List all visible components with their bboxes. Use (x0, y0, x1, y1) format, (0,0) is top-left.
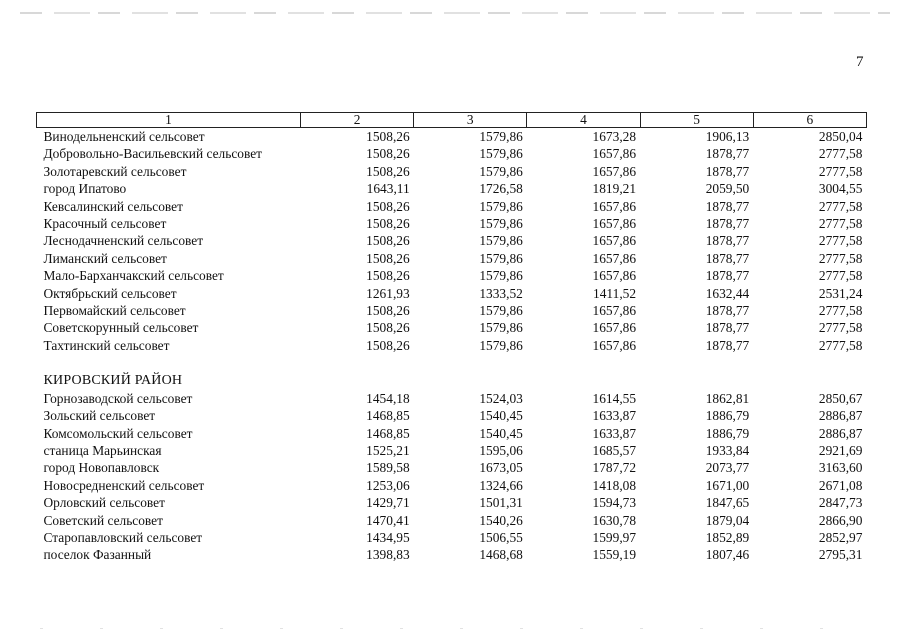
rate-value-col-3: 1324,66 (479, 477, 523, 493)
rate-value-col-5: 1878,77 (705, 233, 750, 249)
rate-value-col-2: 1508,26 (366, 129, 410, 144)
rate-value-col-2: 1508,26 (366, 320, 410, 336)
rate-value-col-2: 1508,26 (366, 216, 410, 232)
rate-value-col-6: 2671,08 (818, 477, 863, 493)
locality-name: Кевсалинский сельсовет (43, 198, 183, 214)
rate-value-col-5: 1878,77 (705, 163, 750, 179)
locality-name: Новосредненский сельсовет (43, 477, 205, 493)
rate-value-col-6: 2921,69 (818, 442, 863, 458)
rate-value-col-4: 1630,78 (592, 512, 637, 528)
rate-value-col-3: 1595,06 (479, 442, 523, 458)
rate-value-col-2: 1525,21 (366, 442, 410, 458)
header-col-4: 4 (527, 113, 640, 128)
rate-value-col-5: 1807,46 (705, 547, 750, 563)
rate-value-col-4: 1594,73 (592, 495, 637, 511)
page-number: 7 (856, 54, 864, 70)
header-col-1: 1 (37, 113, 301, 128)
rate-value-col-2: 1508,26 (366, 250, 410, 266)
rate-value-col-6: 2866,90 (818, 512, 863, 528)
table-row (37, 302, 867, 319)
rate-value-col-2: 1508,26 (366, 337, 410, 353)
district-title: КИРОВСКИЙ РАЙОН (43, 373, 183, 389)
district-heading-row (37, 372, 867, 389)
table-row (37, 425, 867, 442)
locality-name: Мало-Барханчакский сельсовет (43, 268, 224, 284)
rate-value-col-4: 1633,87 (592, 425, 637, 441)
rate-value-col-3: 1579,86 (479, 163, 523, 179)
rate-value-col-3: 1468,68 (479, 547, 523, 563)
rate-value-col-2: 1434,95 (366, 529, 410, 545)
rate-value-col-4: 1418,08 (592, 477, 637, 493)
rate-value-col-2: 1643,11 (366, 181, 410, 197)
table-row (37, 232, 867, 249)
rate-value-col-3: 1579,86 (479, 146, 523, 162)
header-col-2: 2 (301, 113, 414, 128)
rate-value-col-5: 1847,65 (705, 495, 750, 511)
locality-name: Леснодачненский сельсовет (43, 233, 204, 249)
rate-value-col-3: 1579,86 (479, 233, 523, 249)
rate-value-col-5: 1879,04 (705, 512, 750, 528)
rate-value-col-3: 1726,58 (479, 181, 523, 197)
table-row (37, 337, 867, 354)
rate-value-col-5: 1878,77 (705, 320, 750, 336)
table-row (37, 163, 867, 180)
locality-name: Лиманский сельсовет (43, 250, 167, 266)
rate-value-col-2: 1508,26 (366, 268, 410, 284)
rate-value-col-3: 1524,03 (479, 390, 523, 406)
rate-value-col-4: 1657,86 (592, 146, 637, 162)
rate-value-col-5: 1906,13 (705, 129, 750, 144)
locality-name: Красочный сельсовет (43, 216, 167, 232)
rate-value-col-6: 2850,04 (818, 129, 863, 144)
rate-value-col-2: 1253,06 (366, 477, 410, 493)
rate-value-col-3: 1540,45 (479, 408, 523, 424)
rate-value-col-5: 1878,77 (705, 337, 750, 353)
rate-value-col-4: 1559,19 (592, 547, 637, 563)
rate-value-col-6: 2886,87 (818, 408, 863, 424)
table-row (37, 494, 867, 511)
rate-value-col-4: 1614,55 (592, 390, 637, 406)
locality-name: станица Марьинская (43, 442, 162, 458)
table-row (37, 512, 867, 529)
rate-value-col-6: 2531,24 (818, 285, 863, 301)
rate-value-col-3: 1579,86 (479, 129, 523, 144)
table-header (37, 113, 867, 128)
rate-value-col-6: 2777,58 (818, 268, 863, 284)
rate-value-col-4: 1673,28 (592, 129, 637, 144)
rate-value-col-4: 1411,52 (593, 285, 637, 301)
table-row (37, 215, 867, 232)
locality-name: Зольский сельсовет (43, 408, 156, 424)
rates-table (36, 112, 867, 564)
rate-value-col-6: 3163,60 (818, 460, 863, 476)
rate-value-col-4: 1599,97 (592, 529, 637, 545)
header-col-6: 6 (753, 113, 866, 128)
rate-value-col-3: 1579,86 (479, 337, 523, 353)
rate-value-col-2: 1261,93 (366, 285, 410, 301)
locality-name: Орловский сельсовет (43, 495, 165, 511)
rate-value-col-4: 1657,86 (592, 216, 637, 232)
locality-name: поселок Фазанный (43, 547, 152, 563)
spacer-row (37, 354, 867, 372)
rate-value-col-3: 1673,05 (479, 460, 523, 476)
rate-value-col-2: 1398,83 (366, 547, 410, 563)
table-row (37, 285, 867, 302)
rate-value-col-6: 2777,58 (818, 198, 863, 214)
rate-value-col-3: 1540,45 (479, 425, 523, 441)
rate-value-col-4: 1657,86 (592, 268, 637, 284)
rate-value-col-3: 1506,55 (479, 529, 523, 545)
rate-value-col-3: 1579,86 (479, 303, 523, 319)
rate-value-col-5: 1886,79 (705, 425, 750, 441)
scan-artifact-line (20, 12, 890, 14)
locality-name: Старопавловский сельсовет (43, 529, 203, 545)
table-row (37, 407, 867, 424)
table-row (37, 250, 867, 267)
rate-value-col-5: 1632,44 (705, 285, 750, 301)
rate-value-col-4: 1657,86 (592, 303, 637, 319)
rate-value-col-2: 1468,85 (366, 425, 410, 441)
locality-name: Винодельненский сельсовет (43, 129, 205, 144)
rate-value-col-5: 2073,77 (705, 460, 750, 476)
table-row (37, 267, 867, 284)
table-row (37, 180, 867, 197)
rate-value-col-2: 1589,58 (366, 460, 410, 476)
rate-value-col-6: 2850,67 (818, 390, 863, 406)
table-row (37, 128, 867, 146)
rate-value-col-5: 1878,77 (705, 198, 750, 214)
rate-value-col-2: 1508,26 (366, 163, 410, 179)
rate-value-col-3: 1333,52 (479, 285, 523, 301)
table-row (37, 477, 867, 494)
scan-artifact-bottom (40, 628, 870, 629)
rate-value-col-5: 1878,77 (705, 216, 750, 232)
table-row (37, 442, 867, 459)
rate-value-col-5: 1852,89 (705, 529, 750, 545)
table-row (37, 390, 867, 407)
table-row (37, 319, 867, 336)
rate-value-col-2: 1454,18 (366, 390, 410, 406)
rate-value-col-4: 1657,86 (592, 198, 637, 214)
rate-value-col-5: 1878,77 (705, 250, 750, 266)
header-col-5: 5 (640, 113, 753, 128)
rate-value-col-2: 1468,85 (366, 408, 410, 424)
rate-value-col-6: 2777,58 (818, 163, 863, 179)
header-col-3: 3 (414, 113, 527, 128)
rate-value-col-6: 3004,55 (818, 181, 863, 197)
rate-value-col-4: 1657,86 (592, 337, 637, 353)
rate-value-col-4: 1787,72 (592, 460, 637, 476)
rate-value-col-2: 1470,41 (366, 512, 410, 528)
header-row (37, 113, 867, 128)
locality-name: Комсомольский сельсовет (43, 425, 193, 441)
rate-value-col-3: 1501,31 (479, 495, 523, 511)
rate-value-col-3: 1579,86 (479, 198, 523, 214)
rate-value-col-2: 1508,26 (366, 233, 410, 249)
rate-value-col-5: 2059,50 (705, 181, 750, 197)
rate-value-col-6: 2777,58 (818, 320, 863, 336)
rate-value-col-5: 1886,79 (705, 408, 750, 424)
locality-name: Октябрьский сельсовет (43, 285, 177, 301)
locality-name: Горнозаводской сельсовет (43, 390, 193, 406)
rate-value-col-6: 2777,58 (818, 233, 863, 249)
rate-value-col-6: 2777,58 (818, 216, 863, 232)
rate-value-col-3: 1579,86 (479, 268, 523, 284)
rate-value-col-6: 2795,31 (818, 547, 863, 563)
rate-value-col-5: 1878,77 (705, 303, 750, 319)
rate-value-col-3: 1579,86 (479, 216, 523, 232)
rate-value-col-6: 2777,58 (818, 250, 863, 266)
rate-value-col-5: 1933,84 (705, 442, 750, 458)
rate-value-col-6: 2852,97 (818, 529, 863, 545)
locality-name: Советский сельсовет (43, 512, 163, 528)
locality-name: Золотаревский сельсовет (43, 163, 187, 179)
rate-value-col-4: 1657,86 (592, 163, 637, 179)
rate-value-col-6: 2777,58 (818, 303, 863, 319)
rate-value-col-4: 1657,86 (592, 320, 637, 336)
rate-value-col-4: 1657,86 (592, 250, 637, 266)
rate-value-col-6: 2886,87 (818, 425, 863, 441)
rate-value-col-5: 1878,77 (705, 268, 750, 284)
rate-value-col-5: 1878,77 (705, 146, 750, 162)
locality-name: город Новопавловск (43, 460, 160, 476)
rate-value-col-6: 2847,73 (818, 495, 863, 511)
locality-name: Тахтинский сельсовет (43, 337, 170, 353)
spacer-cell (37, 354, 867, 372)
rate-value-col-3: 1579,86 (479, 250, 523, 266)
rate-value-col-3: 1579,86 (479, 320, 523, 336)
table-row (37, 529, 867, 546)
rate-value-col-4: 1819,21 (592, 181, 637, 197)
table-row (37, 459, 867, 476)
table-row (37, 145, 867, 162)
rate-value-col-4: 1685,57 (592, 442, 637, 458)
rate-value-col-4: 1657,86 (592, 233, 637, 249)
rate-value-col-6: 2777,58 (818, 146, 863, 162)
locality-name: город Ипатово (43, 181, 127, 197)
rate-value-col-5: 1862,81 (705, 390, 750, 406)
table-body (37, 128, 867, 564)
rate-value-col-2: 1508,26 (366, 303, 410, 319)
rate-value-col-4: 1633,87 (592, 408, 637, 424)
rate-value-col-3: 1540,26 (479, 512, 523, 528)
locality-name: Добровольно-Васильевский сельсовет (43, 146, 262, 162)
rate-value-col-2: 1508,26 (366, 146, 410, 162)
table-row (37, 198, 867, 215)
table-row (37, 546, 867, 563)
locality-name: Первомайский сельсовет (43, 303, 186, 319)
rate-value-col-2: 1508,26 (366, 198, 410, 214)
rate-value-col-6: 2777,58 (818, 337, 863, 353)
rate-value-col-5: 1671,00 (705, 477, 750, 493)
rate-value-col-2: 1429,71 (366, 495, 410, 511)
locality-name: Советскорунный сельсовет (43, 320, 199, 336)
